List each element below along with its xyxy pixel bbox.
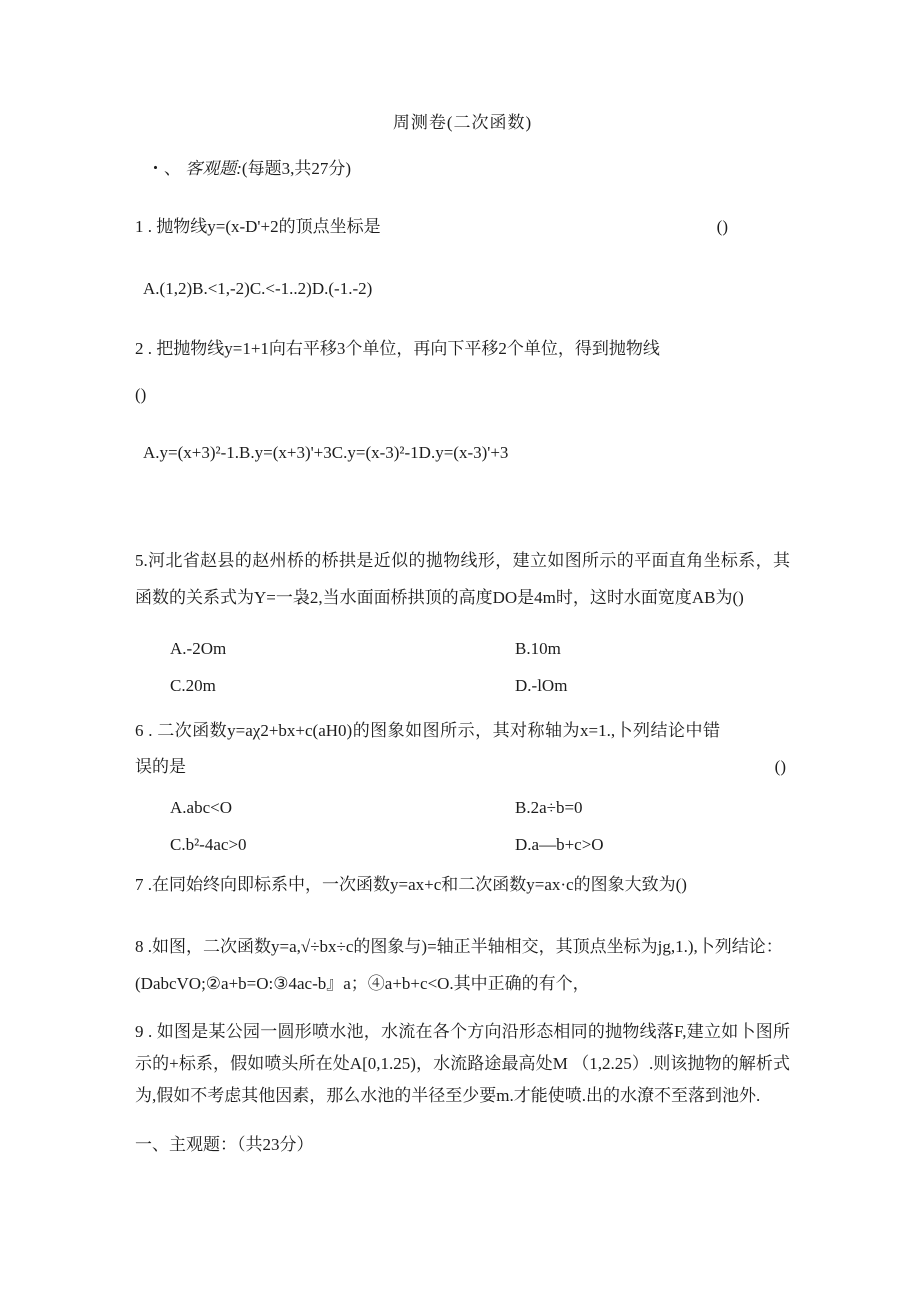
question-1-options: A.(1,2)B.<1,-2)C.<-1..2)D.(-1.-2): [143, 279, 373, 298]
question-7: 7 .在同始终向即标系中，一次函数y=ax+c和二次函数y=ax·c的图象大致为(): [135, 875, 687, 894]
question-8-line1: 8 .如图，二次函数y=a,√÷bx÷c的图象与)=轴正半轴相交，其顶点坐标为jg,1.),卜列结论：: [135, 937, 783, 956]
section-objective-points: (每题3,共27分): [241, 159, 351, 178]
question-8: [135, 928, 790, 1002]
question-6-answer-paren: (): [774, 757, 786, 776]
question-6-option-c: C.b²-4ac>0: [170, 835, 247, 854]
section-objective-header: [135, 158, 790, 180]
question-6-option-d: D.a—b+c>O: [515, 835, 604, 854]
question-6-option-a: A.abc<O: [170, 798, 232, 817]
question-8-line2: (DabcVO;②a+b=O:③4ac-b』a；④a+b+c<O.其中正确的有个，: [135, 974, 590, 993]
question-6: [135, 713, 790, 785]
document-title: 周测卷(二次函数): [392, 113, 533, 132]
question-5-option-b: B.10m: [515, 639, 561, 658]
question-6-text: 6 . 二次函数y=aχ2+bx+c(aH0)的图象如图所示，其对称轴为x=1.,卜列结论中错误的是: [135, 721, 720, 776]
question-2: 2 . 把抛物线y=1+1向右平移3个单位，再向下平移2个单位，得到抛物线: [135, 339, 660, 358]
question-1-answer-paren: (): [716, 217, 728, 236]
question-2-answer-paren: (): [135, 385, 147, 404]
question-1-text: 1 . 抛物线y=(x-D'+2的顶点坐标是: [135, 217, 381, 236]
section-subjective-header: 一、主观题：（共23分）: [135, 1135, 314, 1154]
question-2-options: A.y=(x+3)²-1.B.y=(x+3)'+3C.y=(x-3)²-1D.y=(x-3)'+3: [143, 443, 509, 462]
question-6-option-b: B.2a÷b=0: [515, 798, 583, 817]
section-objective-label: 客观题:: [185, 159, 242, 178]
question-5-options: [135, 638, 790, 697]
question-1: [135, 216, 790, 238]
question-5: 5.河北省赵县的赵州桥的桥拱是近似的拋物线形，建立如图所示的平面直角坐标系，其函数的关系式为Y=一袅2,当水面面桥拱顶的高度DO是4m时，这时水面宽度AB为(): [135, 551, 790, 607]
question-5-option-c: C.20m: [170, 676, 216, 695]
section-bullet: ・、: [147, 159, 181, 178]
question-9: 9 . 如图是某公园一圆形喷水池，水流在各个方向沿形态相同的抛物线落F,建立如卜图所示的+标系，假如喷头所在处A[0,1.25)，水流路途最高处M （1,2.25）.则该抛物的解析式为,假如不考虑其他因素，那么水池的半径至少要m.才能使喷.出的水潦不至落到池外.: [135, 1022, 790, 1105]
question-5-option-a: A.-2Om: [170, 639, 227, 658]
question-6-options: [135, 797, 790, 856]
question-5-option-d: D.-lOm: [515, 676, 568, 695]
